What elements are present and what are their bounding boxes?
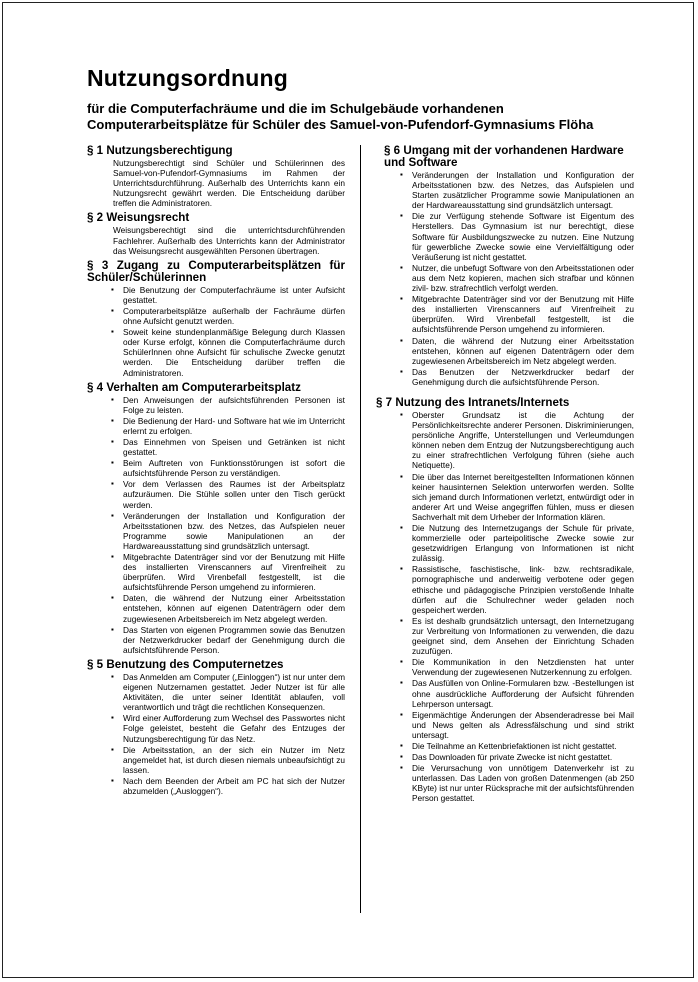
list-item: ▪ Oberster Grundsatz ist die Achtung der Persönlichkeitsrechte anderer Personen. Diskriminierungen, persönliche Angriffe, Unterstellungen und Verleumdungen können neben dem Entzug der Nutzungsberechtigung auch zu einer strafrechtlichen Verfolgung führen (siehe auch Netiquette). (412, 410, 634, 471)
bullet-list (376, 410, 634, 804)
list-item: ▪ Die Teilnahme an Kettenbriefaktionen ist nicht gestattet. (412, 741, 634, 751)
list-item: ▪ Die über das Internet bereitgestellten Informationen können keiner hausinternen Selektion unterworfen werden. Sollte sich jemand durch Informationen verletzt, entwürdigt oder in anderer Art und Weise angegriffen fühlen, muss er diesen Sachverhalt mit dem Urheber der Information klären. (412, 472, 634, 522)
section-heading: § 6 Umgang mit der vorhandenen Hardware und Software (384, 144, 624, 169)
list-item: ▪ Die Nutzung des Internetzugangs der Schule für private, kommerzielle oder parteipolitische Zwecke sowie zur gesetzwidrigen Erlangung von Informationen ist nicht zulässig. (412, 523, 634, 563)
list-item: ▪ Soweit keine stundenplanmäßige Belegung durch Klassen oder Kurse erfolgt, können die Computerfachräume durch SchülerInnen ohne Aufsicht für schulische Zwecke genutzt werden. Die Entscheidung darüber treffen die Administratoren. (123, 327, 345, 377)
document-page (2, 2, 694, 978)
list-item: ▪ Computerarbeitsplätze außerhalb der Fachräume dürfen ohne Aufsicht genutzt werden. (123, 306, 345, 326)
list-item: ▪ Den Anweisungen der aufsichtsführenden Personen ist Folge zu leisten. (123, 395, 345, 415)
list-item: ▪ Daten, die während der Nutzung einer Arbeitsstation entstehen, können auf eigenen Datenträgern oder dem zugewiesenen Arbeitsbereich im Netz abgelegt werden. (123, 593, 345, 623)
list-item: ▪ Veränderungen der Installation und Konfiguration der Arbeitsstationen bzw. des Netzes, das Aufspielen neuer Programme sowie Manipulationen an der Hardwareausstattung sind grundsätzlich untersagt. (123, 511, 345, 551)
list-item: ▪ Das Starten von eigenen Programmen sowie das Benutzen der Netzwerkdrucker bedarf der Genehmigung durch die aufsichtsführende Person. (123, 625, 345, 655)
list-item: ▪ Wird einer Aufforderung zum Wechsel des Passwortes nicht Folge geleistet, besteht die Gefahr des Entzuges der Nutzungsberechtigung für das Netz. (123, 713, 345, 743)
list-item: ▪ Eigenmächtige Änderungen der Absenderadresse bei Mail und News gelten als Adressfälschung und sind strikt untersagt. (412, 710, 634, 740)
list-item: ▪ Die Bedienung der Hard- und Software hat wie im Unterricht erlernt zu erfolgen. (123, 416, 345, 436)
list-item: ▪ Vor dem Verlassen des Raumes ist der Arbeitsplatz aufzuräumen. Die Stühle sollen unter den Tisch gerückt werden. (123, 479, 345, 509)
section-heading: § 5 Benutzung des Computernetzes (87, 657, 284, 671)
list-item: ▪ Mitgebrachte Datenträger sind vor der Benutzung mit Hilfe des installierten Virenscanners auf Virenfreiheit zu überprüfen. Wird Virenbefall festgestellt, ist die aufsichtsführende Person umgehend zu informieren. (123, 552, 345, 592)
list-item: ▪ Nutzer, die unbefugt Software von den Arbeitsstationen oder aus dem Netz kopieren, machen sich strafbar und können zivil- bzw. strafrechtlich verfolgt werden. (412, 263, 634, 293)
list-item: ▪ Mitgebrachte Datenträger sind vor der Benutzung mit Hilfe des installierten Virenscanners auf Virenfreiheit zu überprüfen. Wird Virenbefall festgestellt, ist die aufsichtsführende Person umgehend zu informieren. (412, 294, 634, 334)
list-item: ▪ Das Ausfüllen von Online-Formularen bzw. -Bestellungen ist ohne ausdrückliche Aufforderung der Aufsicht führenden Lehrperson untersagt. (412, 678, 634, 708)
bullet-list (87, 285, 345, 378)
document-subtitle: für die Computerfachräume und die im Schulgebäude vorhandenen Computerarbeitsplätze für Schüler des Samuel-von-Pufendorf-Gymnasiums Flöha (87, 101, 594, 132)
list-item: ▪ Beim Auftreten von Funktionsstörungen ist sofort die aufsichtsführende Person zu verständigen. (123, 458, 345, 478)
section-heading: § 1 Nutzungsberechtigung (87, 144, 233, 157)
list-item: ▪ Das Einnehmen von Speisen und Getränken ist nicht gestattet. (123, 437, 345, 457)
list-item: ▪ Nach dem Beenden der Arbeit am PC hat sich der Nutzer abzumelden („Ausloggen“). (123, 776, 345, 796)
list-item: ▪ Die Verursachung von unnötigem Datenverkehr ist zu unterlassen. Das Laden von großen Datenmengen (ab 250 KByte) ist nur unter Rücksprache mit der aufsichtsführenden Person gestattet. (412, 763, 634, 803)
list-item: ▪ Die Arbeitsstation, an der sich ein Nutzer im Netz angemeldet hat, ist durch diesen niemals unbeaufsichtigt zu lassen. (123, 745, 345, 775)
list-item: ▪ Die Benutzung der Computerfachräume ist unter Aufsicht gestattet. (123, 285, 345, 305)
bullet-list (376, 170, 634, 387)
section-paragraph: Weisungsberechtigt sind die unterrichtsdurchführenden Fachlehrer. Außerhalb des Unterrichts kann der Administrator das Weisungsrecht ausgewählten Personen übertragen. (113, 225, 345, 256)
section-heading: § 3 Zugang zu Computerarbeitsplätzen für Schüler/Schülerinnen (87, 258, 345, 284)
list-item: ▪ Es ist deshalb grundsätzlich untersagt, den Internetzugang zur Verbreitung von Informationen zu verwenden, die dazu geeignet sind, dem Ansehen der Einrichtung Schaden zuzufügen. (412, 616, 634, 656)
section-paragraph: Nutzungsberechtigt sind Schüler und Schülerinnen des Samuel-von-Pufendorf-Gymnasiums im Rahmen der Unterrichtsdurchführung. Außerhalb des Unterrichts kann ein Nutzungsrecht gewährt werden. Die Entscheidung darüber treffen die Administratoren. (113, 158, 345, 209)
list-item: ▪ Das Benutzen der Netzwerkdrucker bedarf der Genehmigung durch die aufsichtsführende Person. (412, 367, 634, 387)
section-heading: § 7 Nutzung des Intranets/Internets (376, 395, 570, 409)
list-item: ▪ Die Kommunikation in den Netzdiensten hat unter Verwendung der zugewiesenen Nutzerkennung zu erfolgen. (412, 657, 634, 677)
list-item: ▪ Veränderungen der Installation und Konfiguration der Arbeitsstationen bzw. des Netzes, das Aufspielen und Starten zusätzlicher Programme sowie Manipulationen an der Hardwareausstattung sind grundsätzlich untersagt. (412, 170, 634, 210)
list-item: ▪ Das Anmelden am Computer („Einloggen“) ist nur unter dem eigenen Nutzernamen gestattet. Jeder Nutzer ist für alle Aktivitäten, die unter seiner Identität ablaufen, voll verantwortlich und trägt die rechtlichen Konsequenzen. (123, 672, 345, 712)
list-item: ▪ Rassistische, faschistische, link- bzw. rechtsradikale, pornographische und anderweitig verbotene oder gegen ethische und pädagogische Prinzipien verstoßende Inhalte dürfen auf die Schulrechner weder geladen noch gespeichert werden. (412, 564, 634, 614)
bullet-list (87, 395, 345, 655)
left-column (87, 141, 345, 797)
list-item: ▪ Daten, die während der Nutzung einer Arbeitsstation entstehen, können auf eigenen Datenträgern oder dem zugewiesenen Arbeitsbereich im Netz abgelegt werden. (412, 336, 634, 366)
list-item: ▪ Das Downloaden für private Zwecke ist nicht gestattet. (412, 752, 634, 762)
section-heading: § 2 Weisungsrecht (87, 211, 190, 225)
bullet-list (87, 672, 345, 796)
list-item: ▪ Die zur Verfügung stehende Software ist Eigentum des Herstellers. Das Gymnasium ist nur berechtigt, diese Software für Ausbildungszwecke zu nutzen. Eine Nutzung für gewerbliche Zwecke sowie eine Vervielfältigung oder Veräußerung ist nicht gestattet. (412, 211, 634, 261)
column-divider (360, 145, 361, 913)
document-title: Nutzungsordnung (87, 65, 289, 91)
right-column (376, 141, 634, 805)
section-heading: § 4 Verhalten am Computerarbeitsplatz (87, 380, 301, 394)
